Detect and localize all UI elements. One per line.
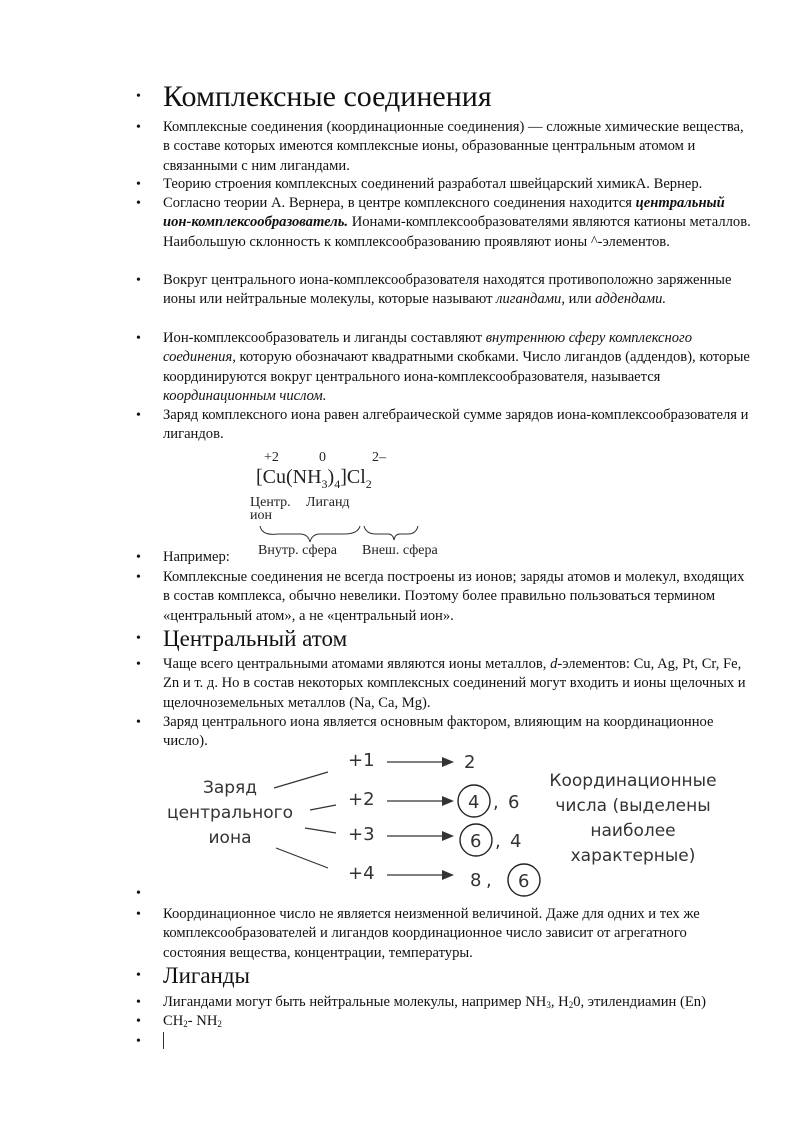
right-label-line-1: Координационные <box>549 771 717 791</box>
note-text: Комплексные соединения не всегда построены из ионов; заряды атомов и молекул, входящих в состав комплекса, обычно невелики. Поэтому более правильно пользоваться термином «центральный атом», а не «центральный ион». <box>163 569 745 624</box>
list-item-ethylenediamine <box>163 1012 753 1034</box>
pointer-line-2 <box>310 805 336 810</box>
row-number: 8 <box>470 870 482 891</box>
list-item-definition <box>163 118 753 176</box>
formula-diagram <box>248 444 468 562</box>
list-item-central-charge <box>163 713 753 752</box>
label-ion: ион <box>250 508 272 523</box>
row-charge: +4 <box>348 863 375 884</box>
werner-text: Согласно теории А. Вернера, в центре комплексного соединения находится <box>163 195 636 211</box>
label-outer-sphere: Внеш. сфера <box>362 543 438 558</box>
inner-sphere-term: внутреннюю сферу комплексного соединения <box>163 330 693 366</box>
row-plus-2 <box>348 785 519 817</box>
charge-cu: +2 <box>264 450 279 465</box>
subscript: 3 <box>546 1000 551 1010</box>
ligands-def-text: Вокруг центрального иона-комплексообразователя находятся противоположно заряженные ионы или нейтральные молекулы, которые называют <box>163 272 732 308</box>
row-number-circled: 6 <box>470 831 482 852</box>
werner-text-cont: Ионами-комплексообразователями являются катионы металлов. Наибольшую склонность к комплексообразованию проявляют ионы ^-элементов. <box>163 214 751 250</box>
page-title <box>163 80 753 114</box>
sphere-text-cont: , которую обозначают квадратными скобками. Число лигандов (аддендов), которые координируются вокруг центрального иона-комплексообразователя, называется <box>163 349 750 385</box>
addends-term: аддендами. <box>595 291 667 308</box>
row-plus-1 <box>348 750 475 773</box>
list-item-central-atoms <box>163 655 753 713</box>
coord-number-term: координационным числом. <box>163 387 327 404</box>
coordination-figure <box>150 748 740 898</box>
right-label-line-3: наиболее <box>590 821 676 841</box>
row-charge: +1 <box>348 750 375 771</box>
text-cursor <box>163 1032 164 1049</box>
list-item-theory <box>163 175 753 194</box>
page-title-text: Комплексные соединения <box>163 80 492 113</box>
ligands-term: лигандами <box>496 291 562 308</box>
formula-figure <box>248 444 468 562</box>
coordination-diagram <box>150 748 740 898</box>
right-label-line-2: числа (выделены <box>555 796 711 816</box>
list-item-note <box>163 568 753 626</box>
row-comma: , <box>493 792 499 813</box>
row-number: 6 <box>508 792 520 813</box>
left-label-line-1: Заряд <box>202 778 258 798</box>
central-ion-term: центральный ион-комплексообразователь. <box>163 195 725 231</box>
pointer-line-3 <box>305 828 336 833</box>
subscript: 2 <box>183 1019 188 1029</box>
charge-text: Заряд комплексного иона равен алгебраической сумме зарядов иона-комплексообразователя и лигандов. <box>163 407 749 443</box>
en-formula-text: CH <box>163 1013 184 1029</box>
row-comma: , <box>486 870 492 891</box>
outer-sphere-brace <box>364 526 418 540</box>
row-comma: , <box>495 831 501 852</box>
sphere-text: Ион-комплексообразователь и лиганды составляют <box>163 330 486 346</box>
ligands-neutral-text-b: , H <box>550 994 569 1010</box>
right-label-line-4: характерные) <box>570 846 696 866</box>
list-item-werner <box>163 194 753 252</box>
en-formula-text-b: - NH <box>187 1013 218 1029</box>
left-label-line-3: иона <box>208 828 252 848</box>
row-number: 2 <box>464 752 476 773</box>
ligands-neutral-text: Лигандами могут быть нейтральные молекулы, например NH <box>163 994 547 1010</box>
example-text: Например: <box>163 549 230 565</box>
row-number: 4 <box>510 831 522 852</box>
ligands-heading: Лиганды <box>163 963 251 988</box>
row-number-circled: 6 <box>518 871 530 892</box>
left-label-line-2: центрального <box>167 803 293 823</box>
list-item-charge <box>163 406 753 445</box>
label-inner-sphere: Внутр. сфера <box>258 543 338 558</box>
theory-text: Теорию строения комплексных соединений разработал швейцарский химикА. Вернер. <box>163 176 703 192</box>
coord-variable-text: Координационное число не является неизменной величиной. Даже для одних и тех же комплексообразователей и лигандов координационное число зависит от агрегатного состояния вещества, концентрации, температуры. <box>163 906 700 961</box>
central-atoms-text: Чаще всего центральными атомами являются ионы металлов, <box>163 656 551 672</box>
list-item-ligands-def <box>163 271 753 310</box>
section-heading-ligands <box>163 963 753 989</box>
list-item-cursor[interactable] <box>163 1032 753 1052</box>
subscript: 2 <box>568 1000 574 1010</box>
list-item-inner-sphere <box>163 329 753 406</box>
row-charge: +2 <box>348 789 375 810</box>
row-plus-4 <box>348 863 540 896</box>
inner-sphere-brace <box>260 526 360 542</box>
row-plus-3 <box>348 824 521 856</box>
list-item-coord-variable <box>163 905 753 963</box>
list-item-example <box>163 548 753 567</box>
pointer-line-4 <box>276 848 328 868</box>
ligands-or: , или <box>561 291 596 308</box>
charge-nh3: 0 <box>319 450 326 465</box>
row-number-circled: 4 <box>468 792 480 813</box>
definition-text: Комплексные соединения (координационные соединения) — сложные химические вещества, в составе которых имеются комплексные ионы, образованные центральным атомом и связанными с ним лигандами. <box>163 119 744 174</box>
pointer-line-1 <box>274 772 328 788</box>
row-charge: +3 <box>348 824 375 845</box>
central-atom-heading: Центральный атом <box>163 626 348 651</box>
central-atoms-text-cont: -элементов: Cu, Ag, Pt, Cr, Fe, Zn и т. д. Но в состав некоторых комплексных соединений могут входить и ионы щелочных и щелочноземельных металлов (Na, Ca, Mg). <box>163 656 746 711</box>
subscript: 2 <box>217 1019 222 1029</box>
d-element-letter: d <box>550 656 558 672</box>
section-heading-central-atom <box>163 626 753 652</box>
ligands-neutral-text-c: 0, этилендиамин (En) <box>573 994 706 1010</box>
central-charge-text: Заряд центрального иона является основным фактором, влияющим на координационное число). <box>163 714 714 750</box>
label-ligand: Лиганд <box>306 495 350 510</box>
complex-formula: $[Cu(NH_3)_4]Cl_2$ <box>256 466 372 491</box>
label-center: Центр. <box>250 495 291 510</box>
charge-cl: 2– <box>372 450 386 465</box>
